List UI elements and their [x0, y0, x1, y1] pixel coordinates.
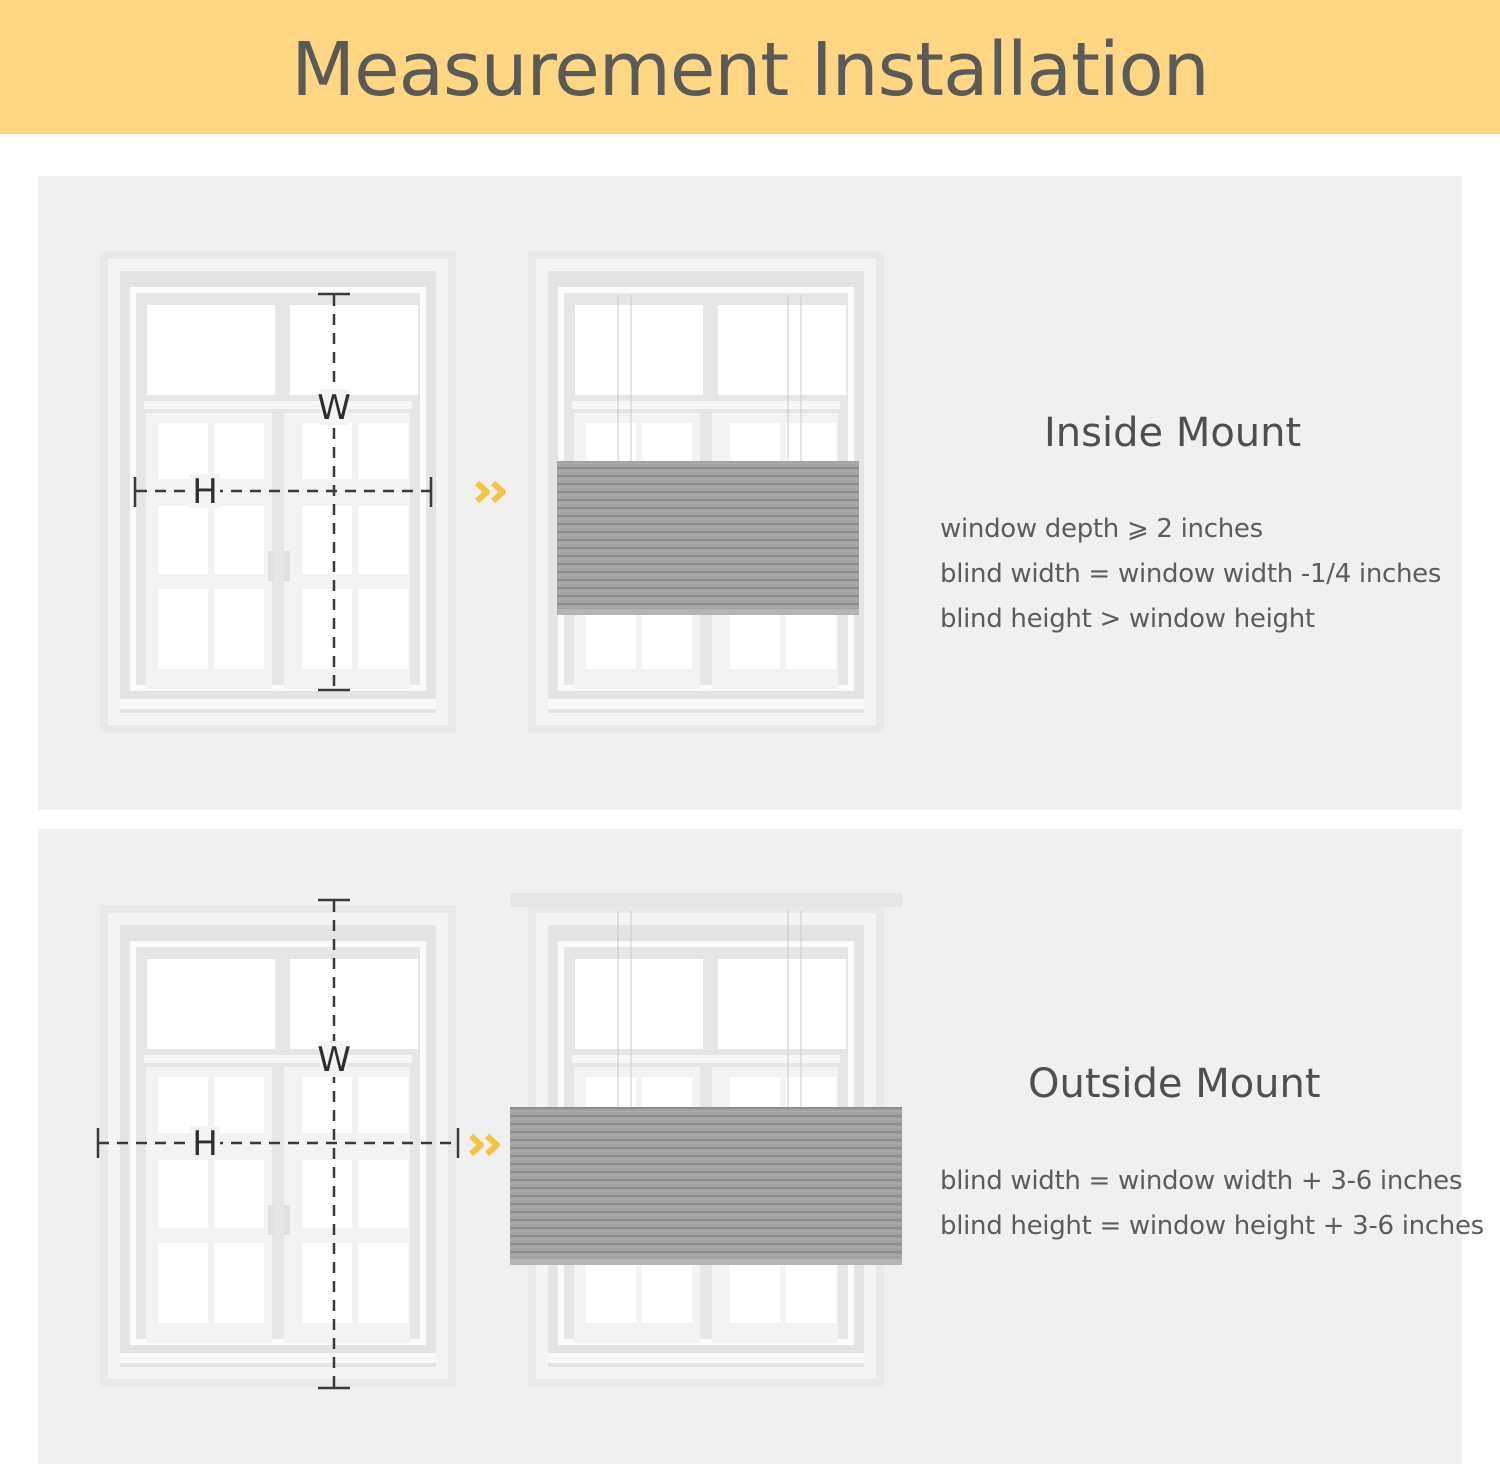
inside-mount-title: Inside Mount	[1044, 410, 1302, 456]
height-dimension-label: H	[192, 472, 218, 512]
cellular-blind	[557, 461, 859, 613]
inside-formula-width: blind width = window width -1/4 inches	[940, 559, 1442, 589]
inside-mount-blind-illustration	[528, 251, 884, 735]
inside-measure-window-illustration	[100, 251, 456, 735]
header-banner	[0, 0, 1500, 134]
inside-mount-panel	[38, 176, 1462, 810]
inside-formula-height: blind height > window height	[940, 604, 1315, 634]
width-dimension-label: W	[317, 388, 351, 428]
double-chevron-arrow-icon	[468, 1132, 512, 1158]
cellular-blind	[510, 1107, 902, 1263]
outside-mount-blind-illustration	[508, 891, 904, 1387]
outside-mount-title: Outside Mount	[1028, 1061, 1321, 1107]
double-chevron-arrow-icon	[474, 479, 518, 505]
width-dimension-label: W	[317, 1040, 351, 1080]
outside-formula-width: blind width = window width + 3-6 inches	[940, 1166, 1463, 1196]
page-title: Measurement Installation	[291, 27, 1209, 113]
outside-formula-height: blind height = window height + 3-6 inches	[940, 1211, 1484, 1241]
inside-formula-depth: window depth ⩾ 2 inches	[940, 514, 1263, 544]
outside-mount-panel	[38, 829, 1484, 1464]
outside-measure-window-illustration	[92, 891, 472, 1393]
height-dimension-label: H	[192, 1124, 218, 1164]
